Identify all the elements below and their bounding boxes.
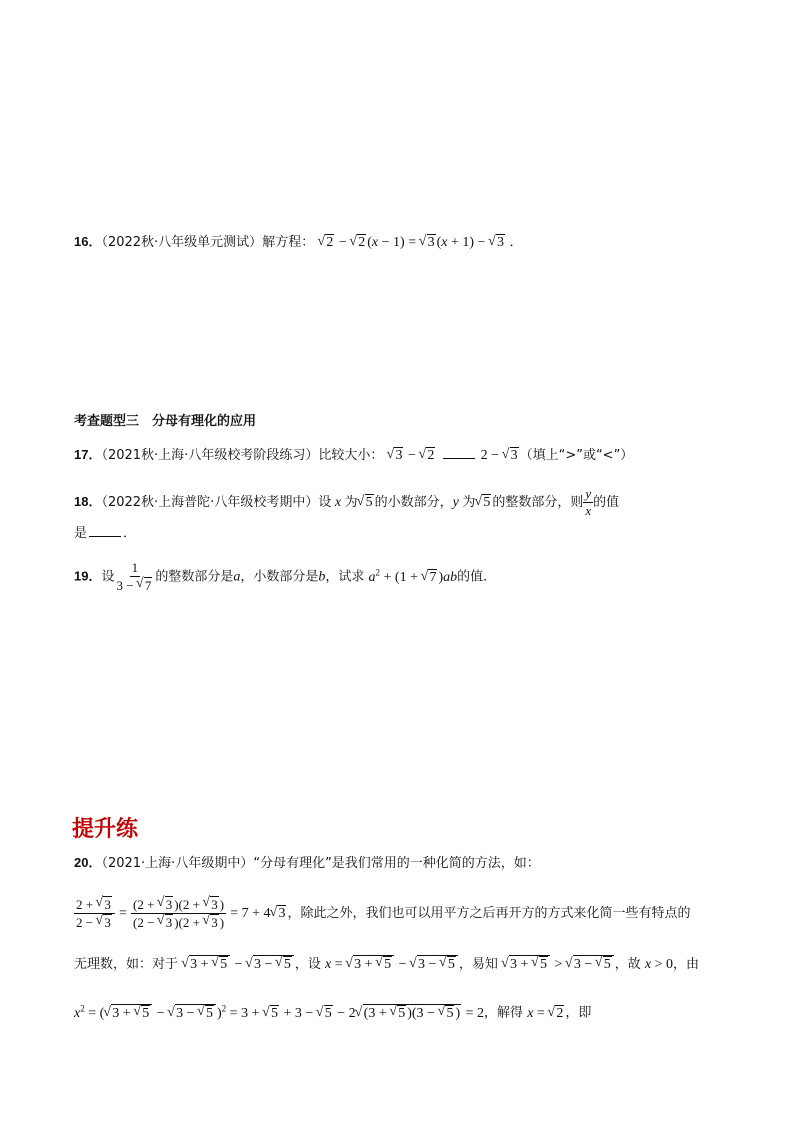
question-20-line3: 无理数，如：对于 √ 3 + √ 5 − √ 3 − √ 5 ，设 x = √ 3 + √ 5 − √ 3 − √ 5 ，易知 √ 3 + √ 5 > √ 3 − √ 5 ，故 x > 0，由	[74, 955, 699, 975]
fraction-expression: $\frac{1}{3 - √ 7}$	[114, 560, 155, 594]
fraction-rationalized: $\frac{(2 + √ 3 )(2 + √ 3 )}{(2 - √ 3 )(2 + √ 3 )}$	[131, 896, 226, 931]
question-text: 解方程：	[262, 235, 315, 250]
question-18: 18．（2022秋·上海普陀·八年级校考期中）设 x 为√ 5 的小数部分，y 为√ 5 的整数部分，则 $\frac{y}{x}$ 的值	[74, 486, 619, 519]
section-heading: 提升练	[72, 817, 139, 842]
expression-right: 2 − √ 3	[481, 448, 520, 463]
question-text: 比较大小：	[318, 448, 384, 463]
section-title: 考查题型三 分母有理化的应用	[74, 414, 257, 429]
question-18-cont: 是 ．	[74, 526, 137, 541]
question-text: “分母有理化”是我们常用的一种化简的方法，如：	[253, 856, 540, 871]
question-number: 18．	[74, 494, 102, 509]
question-number: 19．	[74, 568, 102, 584]
fraction-y-over-x: $\frac{y}{x}$	[585, 486, 592, 518]
question-20-line2: $\frac{2 + √ 3}{2 - √ 3}$ = $\frac{(2 + √ 3 )(2 + √ 3 )}{(2 - √ 3 )(2 + √ 3 )}$ = 7 + 4√ 3 ，除此之外，我们也可以用平方之后再开方的方式来化简一些有特点的	[74, 896, 691, 931]
expression: $a^2 + (1$ + √ 7 )ab	[369, 570, 458, 585]
equation: √ 2 − √ 2 (x − 1) = √ 3 (x + 1) − √ 3	[318, 235, 509, 250]
question-20	[74, 853, 540, 874]
question-17	[74, 445, 633, 466]
expression-left: √ 3 − √ 2	[387, 448, 436, 463]
question-source: （2021·上海·八年级期中）	[101, 856, 254, 871]
answer-blank[interactable]	[89, 524, 121, 537]
question-number: 20．	[74, 855, 102, 870]
question-number: 17．	[74, 447, 102, 462]
question-16: 16．（2022秋·八年级单元测试）解方程： √ 2 − √ 2 (x − 1) = √ 3 (x + 1) − √ 3 ．	[74, 232, 522, 253]
question-hint: （填上“>”或“<”）	[519, 448, 634, 463]
fraction-example: $\frac{2 + √ 3}{2 - √ 3}$	[74, 896, 115, 931]
question-source: （2022秋·上海普陀·八年级校考期中）	[101, 495, 319, 510]
answer-blank[interactable]	[443, 446, 475, 459]
question-19: 19．设 $\frac{1}{3 - √ 7}$ 的整数部分是a，小数部分是b，试求 $a^2 + (1$ + √ 7 )ab的值．	[74, 560, 496, 594]
question-source: （2021秋·上海·八年级校考阶段练习）	[101, 448, 319, 463]
derivation: $x^2$ = (√ 3 + √ 5 − √ 3 − √ 5 )$^2$ = 3 + √ 5 + 3 − √ 5 − 2√ (3 + √ 5 )(3 − √ 5 ) = 2	[74, 1006, 484, 1021]
question-number: 16．	[74, 234, 102, 249]
question-source: （2022秋·八年级单元测试）	[101, 235, 263, 250]
question-20-line4: $x^2$ = (√ 3 + √ 5 − √ 3 − √ 5 )$^2$ = 3 + √ 5 + 3 − √ 5 − 2√ (3 + √ 5 )(3 − √ 5 ) = 2，解得 x = √ 2 ，即	[74, 998, 591, 1024]
